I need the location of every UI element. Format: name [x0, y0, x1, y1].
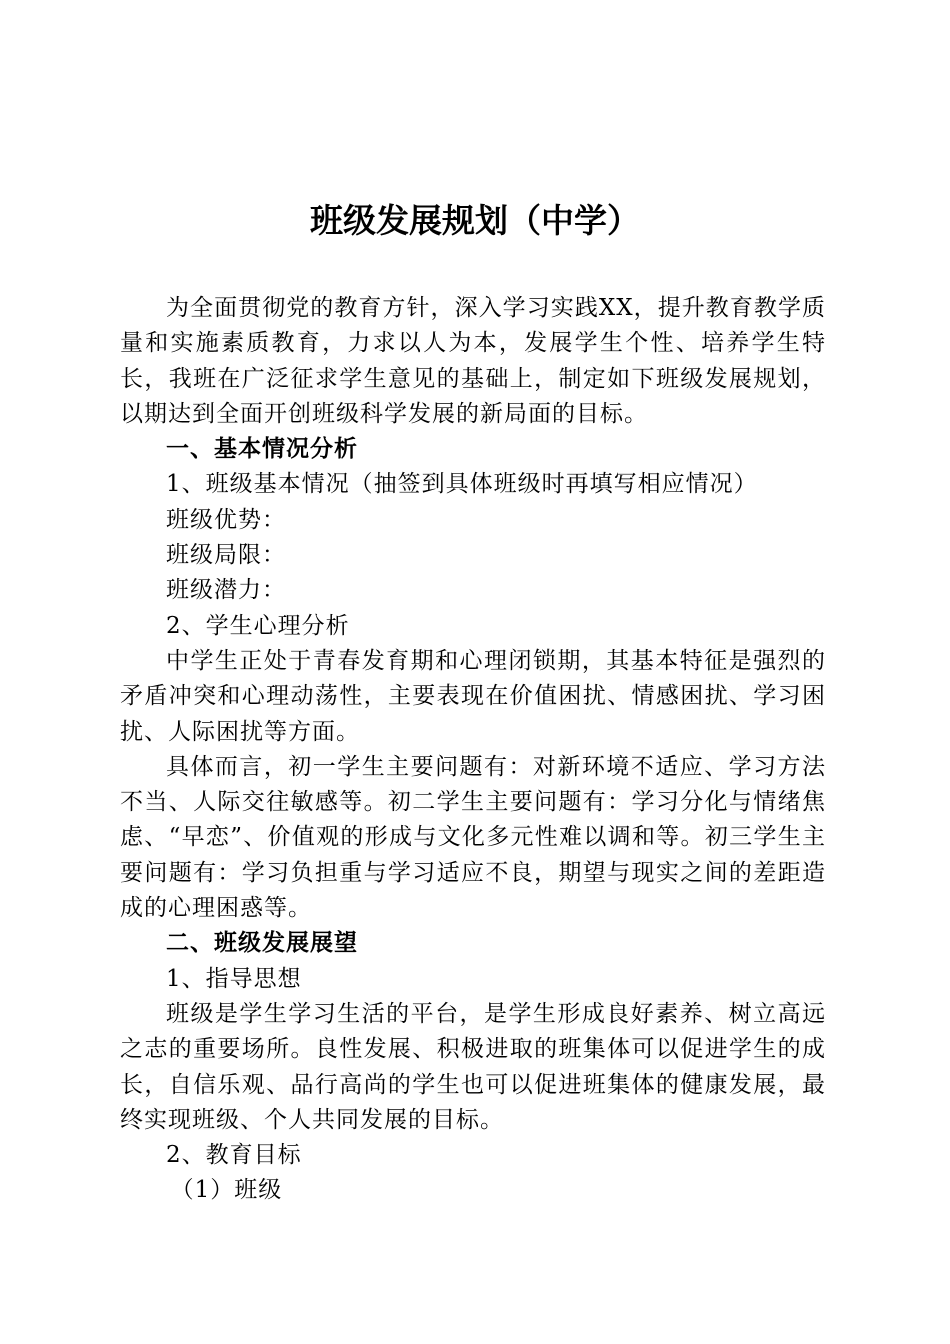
intro-paragraph: 为全面贯彻党的教育方针，深入学习实践XX，提升教育教学质量和实施素质教育，力求以人为本，发展学生个性、培养学生特长，我班在广泛征求学生意见的基础上，制定如下班级发展规划，以期达到全面开创班级科学发展的新局面的目标。	[120, 295, 826, 427]
guiding-ideology-paragraph: 班级是学生学习生活的平台，是学生形成良好素养、树立高远之志的重要场所。良性发展、积极进取的班集体可以促进学生的成长，自信乐观、品行高尚的学生也可以促进班集体的健康发展，最终实现班级、个人共同发展的目标。	[120, 1000, 826, 1133]
class-potential-label: 班级潜力：	[166, 577, 286, 604]
psychology-paragraph: 中学生正处于青春发育期和心理闭锁期，其基本特征是强烈的矛盾冲突和心理动荡性，主要表现在价值困扰、情感困扰、学习困扰、人际困扰等方面。	[120, 647, 826, 745]
subheading-class-basics: 1、班级基本情况（抽签到具体班级时再填写相应情况）	[166, 471, 758, 498]
subheading-guiding-ideology: 1、指导思想	[166, 965, 302, 992]
grade-issues-paragraph: 具体而言，初一学生主要问题有：对新环境不适应、学习方法不当、人际交往敏感等。初二学生主要问题有：学习分化与情绪焦虑、“早恋”、价值观的形成与文化多元性难以调和等。初三学生主要问题有：学习负担重与学习适应不良，期望与现实之间的差距造成的心理困惑等。	[120, 753, 826, 922]
section-heading-development-outlook: 二、班级发展展望	[166, 930, 358, 957]
goal-item-class: （1）班级	[170, 1177, 283, 1204]
section-heading-basic-analysis: 一、基本情况分析	[166, 436, 358, 463]
document-title: 班级发展规划（中学）	[310, 201, 640, 240]
subheading-student-psychology: 2、学生心理分析	[166, 612, 350, 639]
subheading-education-goals: 2、教育目标	[166, 1142, 302, 1169]
document-body	[120, 291, 826, 1209]
class-advantage-label: 班级优势：	[166, 506, 286, 533]
class-limitation-label: 班级局限：	[166, 542, 286, 569]
